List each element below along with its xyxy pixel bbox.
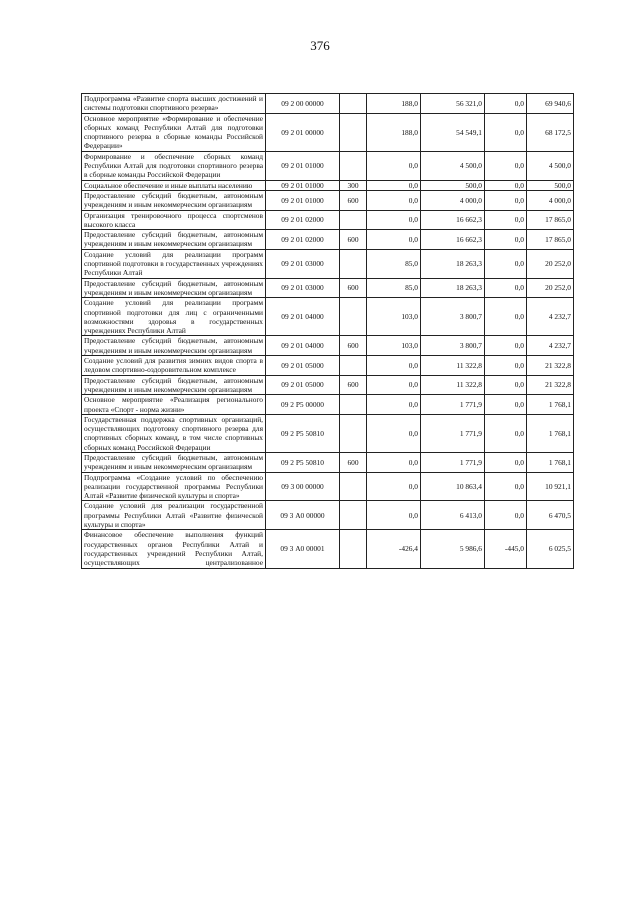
table-row: [82, 249, 574, 278]
table-row: [82, 414, 574, 452]
row-value-1-cell: 0,0: [367, 356, 421, 376]
table-row: [82, 180, 574, 190]
row-value-2-cell: 500,0: [421, 180, 485, 190]
row-value-1-cell: 103,0: [367, 336, 421, 356]
row-value-3-cell: 0,0: [485, 230, 527, 250]
row-value-2-cell: 1 771,9: [421, 414, 485, 452]
table-row: [82, 395, 574, 415]
row-value-4-cell: 69 940,6: [527, 94, 574, 114]
row-name-cell: Подпрограмма «Развитие спорта высших достижений и системы подготовки спортивного резерва»: [82, 94, 266, 114]
row-value-2-cell: 5 986,6: [421, 530, 485, 568]
row-code-cell: 09 3 А0 00000: [266, 501, 340, 530]
row-value-3-cell: 0,0: [485, 336, 527, 356]
row-expense-type-cell: [340, 395, 367, 415]
row-expense-type-cell: [340, 501, 367, 530]
row-expense-type-cell: 600: [340, 375, 367, 395]
row-value-2-cell: 3 800,7: [421, 336, 485, 356]
row-value-4-cell: 4 232,7: [527, 336, 574, 356]
budget-table-body: [82, 94, 574, 569]
row-code-cell: 09 2 01 03000: [266, 278, 340, 298]
row-value-1-cell: 0,0: [367, 472, 421, 501]
row-expense-type-cell: [340, 298, 367, 336]
row-value-2-cell: 18 263,3: [421, 249, 485, 278]
row-expense-type-cell: 600: [340, 278, 367, 298]
row-code-cell: 09 2 01 00000: [266, 113, 340, 151]
row-value-3-cell: 0,0: [485, 375, 527, 395]
row-name-cell: Предоставление субсидий бюджетным, автономным учреждениям и иным некоммерческим организациям: [82, 336, 266, 356]
row-name-cell: Создание условий для реализации программ спортивной подготовки для лиц с ограниченными возможностями здоровья в государственных учреждениях Республики Алтай: [82, 298, 266, 336]
row-code-cell: 09 2 01 04000: [266, 336, 340, 356]
row-name-cell: Предоставление субсидий бюджетным, автономным учреждениям и иным некоммерческим организациям: [82, 452, 266, 472]
row-value-3-cell: 0,0: [485, 356, 527, 376]
row-name-cell: Создание условий для реализации программ спортивной подготовки в государственных учреждениях Республики Алтай: [82, 249, 266, 278]
row-value-4-cell: 17 865,0: [527, 210, 574, 230]
row-name-cell: Государственная поддержка спортивных организаций, осуществляющих подготовку спортивного резерва для спортивных сборных команд, в том числе спортивных сборных команд Российской Федерации: [82, 414, 266, 452]
row-value-3-cell: -445,0: [485, 530, 527, 568]
row-value-1-cell: 0,0: [367, 210, 421, 230]
row-value-1-cell: 0,0: [367, 375, 421, 395]
row-value-3-cell: 0,0: [485, 501, 527, 530]
row-value-4-cell: 20 252,0: [527, 249, 574, 278]
row-value-3-cell: 0,0: [485, 298, 527, 336]
table-row: [82, 375, 574, 395]
row-value-2-cell: 54 549,1: [421, 113, 485, 151]
row-value-4-cell: 500,0: [527, 180, 574, 190]
row-value-1-cell: 188,0: [367, 94, 421, 114]
row-expense-type-cell: [340, 472, 367, 501]
table-row: [82, 278, 574, 298]
row-value-2-cell: 16 662,3: [421, 230, 485, 250]
budget-table: [81, 93, 574, 569]
row-expense-type-cell: [340, 94, 367, 114]
row-value-4-cell: 4 000,0: [527, 190, 574, 210]
row-name-cell: Подпрограмма «Создание условий по обеспечению реализации государственной программы Республики Алтай «Развитие физической культуры и спорта»: [82, 472, 266, 501]
table-row: [82, 190, 574, 210]
row-value-4-cell: 21 322,8: [527, 356, 574, 376]
row-value-4-cell: 6 470,5: [527, 501, 574, 530]
row-code-cell: 09 2 01 05000: [266, 375, 340, 395]
row-code-cell: 09 2 01 01000: [266, 190, 340, 210]
row-value-3-cell: 0,0: [485, 180, 527, 190]
row-value-1-cell: 188,0: [367, 113, 421, 151]
page-number: 376: [310, 38, 330, 53]
row-value-1-cell: 85,0: [367, 278, 421, 298]
row-code-cell: 09 2 Р5 00000: [266, 395, 340, 415]
row-value-1-cell: 0,0: [367, 414, 421, 452]
row-value-2-cell: 18 263,3: [421, 278, 485, 298]
row-value-2-cell: 4 500,0: [421, 151, 485, 180]
row-name-cell: Предоставление субсидий бюджетным, автономным учреждениям и иным некоммерческим организациям: [82, 278, 266, 298]
table-row: [82, 501, 574, 530]
row-value-1-cell: 0,0: [367, 190, 421, 210]
row-name-cell: Финансовое обеспечение выполнения функций государственных органов Республики Алтай и государственных учреждений Республики Алтай, осуществляющих централизованное: [82, 530, 266, 568]
row-value-4-cell: 1 768,1: [527, 395, 574, 415]
row-value-4-cell: 4 232,7: [527, 298, 574, 336]
row-code-cell: 09 2 01 05000: [266, 356, 340, 376]
row-value-2-cell: 1 771,9: [421, 395, 485, 415]
row-value-3-cell: 0,0: [485, 395, 527, 415]
row-value-3-cell: 0,0: [485, 210, 527, 230]
row-value-3-cell: 0,0: [485, 452, 527, 472]
row-value-1-cell: 0,0: [367, 180, 421, 190]
row-code-cell: 09 2 01 02000: [266, 210, 340, 230]
row-value-3-cell: 0,0: [485, 151, 527, 180]
row-value-1-cell: 85,0: [367, 249, 421, 278]
row-code-cell: 09 2 01 02000: [266, 230, 340, 250]
row-value-4-cell: 68 172,5: [527, 113, 574, 151]
row-value-4-cell: 20 252,0: [527, 278, 574, 298]
row-expense-type-cell: [340, 530, 367, 568]
row-value-1-cell: -426,4: [367, 530, 421, 568]
row-name-cell: Основное мероприятие «Реализация регионального проекта «Спорт - норма жизни»: [82, 395, 266, 415]
row-value-2-cell: 1 771,9: [421, 452, 485, 472]
row-value-1-cell: 0,0: [367, 151, 421, 180]
row-value-3-cell: 0,0: [485, 249, 527, 278]
row-code-cell: 09 2 Р5 50810: [266, 414, 340, 452]
row-expense-type-cell: [340, 414, 367, 452]
row-expense-type-cell: [340, 356, 367, 376]
table-row: [82, 298, 574, 336]
table-row: [82, 472, 574, 501]
row-expense-type-cell: 600: [340, 452, 367, 472]
row-code-cell: 09 3 00 00000: [266, 472, 340, 501]
row-name-cell: Предоставление субсидий бюджетным, автономным учреждениям и иным некоммерческим организациям: [82, 230, 266, 250]
row-value-4-cell: 21 322,8: [527, 375, 574, 395]
table-row: [82, 336, 574, 356]
row-code-cell: 09 2 01 03000: [266, 249, 340, 278]
row-value-3-cell: 0,0: [485, 113, 527, 151]
table-row: [82, 356, 574, 376]
row-value-4-cell: 17 865,0: [527, 230, 574, 250]
row-code-cell: 09 3 А0 00001: [266, 530, 340, 568]
row-value-4-cell: 1 768,1: [527, 452, 574, 472]
table-row: [82, 113, 574, 151]
row-code-cell: 09 2 Р5 50810: [266, 452, 340, 472]
row-expense-type-cell: 600: [340, 230, 367, 250]
row-value-2-cell: 6 413,0: [421, 501, 485, 530]
table-row: [82, 94, 574, 114]
row-name-cell: Создание условий для реализации государственной программы Республики Алтай «Развитие физической культуры и спорта»: [82, 501, 266, 530]
row-code-cell: 09 2 01 04000: [266, 298, 340, 336]
row-value-2-cell: 3 800,7: [421, 298, 485, 336]
row-value-4-cell: 6 025,5: [527, 530, 574, 568]
table-row: [82, 151, 574, 180]
row-expense-type-cell: [340, 113, 367, 151]
row-value-2-cell: 11 322,8: [421, 356, 485, 376]
row-value-3-cell: 0,0: [485, 414, 527, 452]
row-value-2-cell: 10 863,4: [421, 472, 485, 501]
row-value-1-cell: 0,0: [367, 452, 421, 472]
row-value-1-cell: 103,0: [367, 298, 421, 336]
row-expense-type-cell: [340, 151, 367, 180]
row-name-cell: Социальное обеспечение и иные выплаты населению: [82, 180, 266, 190]
row-value-1-cell: 0,0: [367, 501, 421, 530]
row-value-4-cell: 1 768,1: [527, 414, 574, 452]
row-value-2-cell: 4 000,0: [421, 190, 485, 210]
row-value-4-cell: 4 500,0: [527, 151, 574, 180]
row-value-1-cell: 0,0: [367, 395, 421, 415]
row-name-cell: Основное мероприятие «Формирование и обеспечение сборных команд Республики Алтай для подготовки спортивного резерва в сборные команды Российской Федерации»: [82, 113, 266, 151]
row-name-cell: Предоставление субсидий бюджетным, автономным учреждениям и иным некоммерческим организациям: [82, 190, 266, 210]
row-expense-type-cell: [340, 249, 367, 278]
row-value-3-cell: 0,0: [485, 472, 527, 501]
row-value-3-cell: 0,0: [485, 190, 527, 210]
row-value-2-cell: 56 321,0: [421, 94, 485, 114]
table-row: [82, 230, 574, 250]
row-code-cell: 09 2 01 01000: [266, 180, 340, 190]
row-value-3-cell: 0,0: [485, 278, 527, 298]
row-expense-type-cell: 300: [340, 180, 367, 190]
row-code-cell: 09 2 00 00000: [266, 94, 340, 114]
row-value-2-cell: 11 322,8: [421, 375, 485, 395]
table-row: [82, 452, 574, 472]
row-name-cell: Создание условий для развития зимних видов спорта в ледовом спортивно-оздоровительном комплексе: [82, 356, 266, 376]
table-row: [82, 210, 574, 230]
row-name-cell: Формирование и обеспечение сборных команд Республики Алтай для подготовки спортивного резерва в сборные команды Российской Федерации: [82, 151, 266, 180]
row-name-cell: Предоставление субсидий бюджетным, автономным учреждениям и иным некоммерческим организациям: [82, 375, 266, 395]
row-name-cell: Организация тренировочного процесса спортсменов высокого класса: [82, 210, 266, 230]
row-expense-type-cell: 600: [340, 190, 367, 210]
row-value-1-cell: 0,0: [367, 230, 421, 250]
row-value-4-cell: 10 921,1: [527, 472, 574, 501]
row-value-2-cell: 16 662,3: [421, 210, 485, 230]
table-row: [82, 530, 574, 568]
row-code-cell: 09 2 01 01000: [266, 151, 340, 180]
row-value-3-cell: 0,0: [485, 94, 527, 114]
row-expense-type-cell: [340, 210, 367, 230]
row-expense-type-cell: 600: [340, 336, 367, 356]
